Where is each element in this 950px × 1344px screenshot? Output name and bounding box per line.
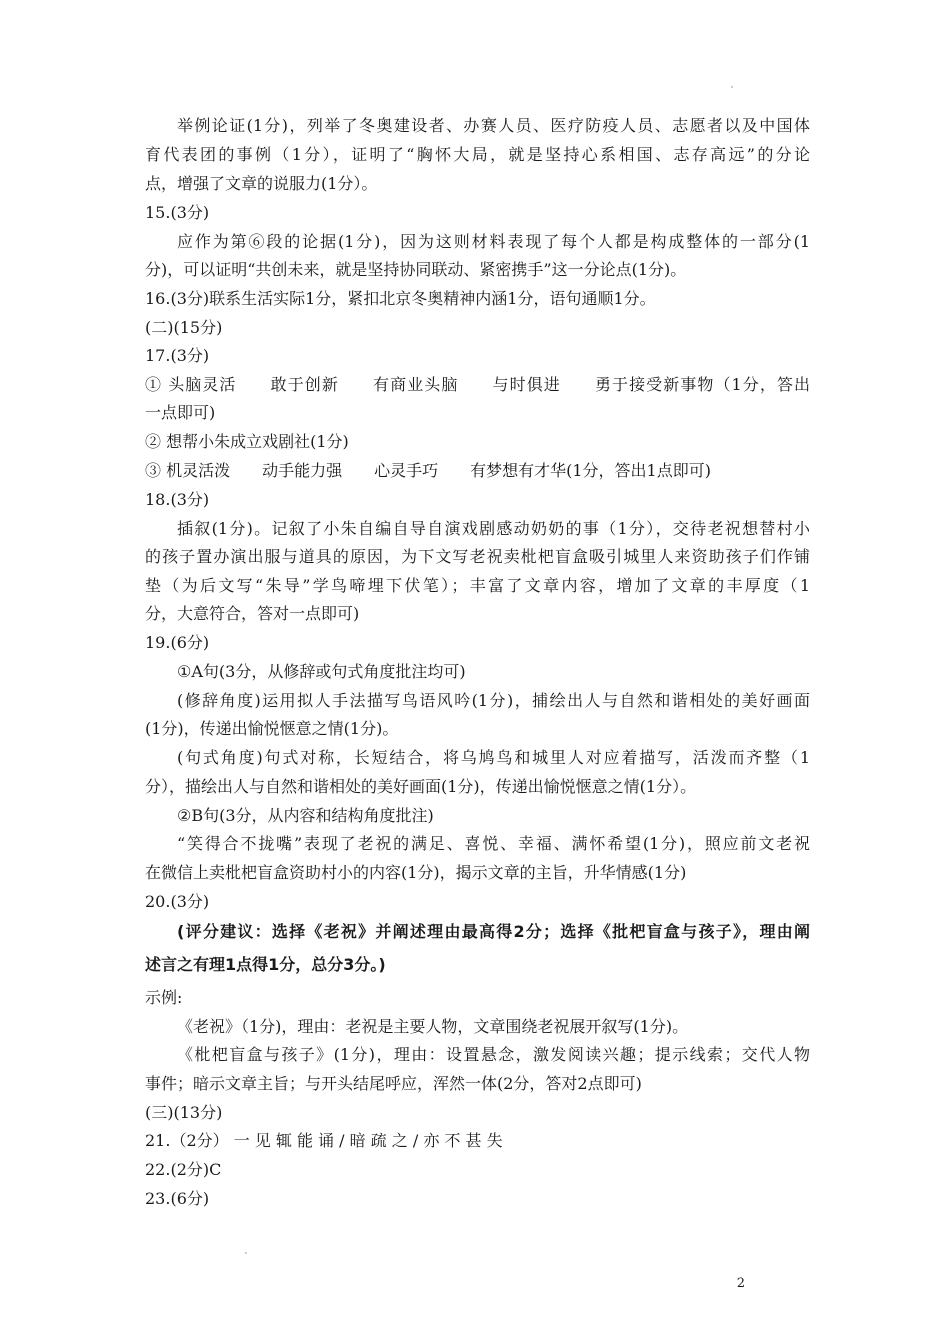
answer-line: ②B句(3分，从内容和结构角度批注) [177,806,434,825]
answer-line: (1分)，传递出愉悦惬意之情(1分)。 [145,719,399,738]
answer-line: 垫（为后文写“朱导”学鸟啼埋下伏笔）；丰富了文章内容，增加了文章的丰厚度（1 [145,576,810,595]
answer-line: 在微信上卖枇杷盲盒资助村小的内容(1分)，揭示文章的主旨，升华情感(1分) [145,863,687,882]
answer-line: 16.(3分)联系生活实际1分，紧扣北京冬奥精神内涵1分，语句通顺1分。 [145,289,656,308]
scoring-note: (评分建议：选择《老祝》并阐述理由最高得2分；选择《批杷盲盒与孩子》，理由阐 [177,922,810,941]
answer-line: (句式角度)句式对称，长短结合，将乌鸠鸟和城里人对应着描写，活泼而齐整（1 [177,748,810,767]
question-number: 17.(3分) [145,346,210,365]
section-heading: (三)(13分) [145,1103,223,1122]
answer-line: ② 想帮小朱成立戏剧社(1分) [145,432,349,451]
answer-line: 事件；暗示文章主旨；与开头结尾呼应，浑然一体(2分，答对2点即可) [145,1074,642,1093]
question-number: 18.(3分) [145,490,210,509]
question-number: 19.(6分) [145,633,210,652]
answer-line: 分)，可以证明“共创未来，就是坚持协同联动、紧密携手”这一分论点(1分)。 [145,260,687,279]
page-number: 2 [736,1276,745,1291]
section-heading: (二)(15分) [145,318,223,337]
scan-speck [731,86,733,88]
answer-line: 育代表团的事例（1分），证明了“胸怀大局，就是坚持心系相国、志存高远”的分论 [145,145,810,164]
answer-line: 插叙(1分)。记叙了小朱自编自导自演戏剧感动奶奶的事（1分），交待老祝想替村小 [177,519,810,538]
answer-line: ③ 机灵活泼 动手能力强 心灵手巧 有梦想有才华(1分，答出1点即可) [145,461,711,480]
answer-line: (修辞角度)运用拟人手法描写鸟语风吟(1分)，捕绘出人与自然和谐相处的美好画面 [177,691,810,710]
answer-line: 一点即可) [145,403,216,422]
answer-line: 分，大意符合，答对一点即可) [145,604,360,623]
question-number: 15.(3分) [145,203,210,222]
scan-speck [245,1252,247,1254]
answer-line: 分），描绘出人与自然和谐相处的美好画面(1分)，传递出愉悦惬意之情(1分）。 [145,777,697,796]
answer-line: 应作为第⑥段的论据(1分)，因为这则材料表现了每个人都是构成整体的一部分(1 [177,232,810,251]
answer-line: 的孩子置办演出服与道具的原因，为下文写老祝卖枇杷盲盒吸引城里人来资助孩子们作铺 [145,547,810,566]
answer-line: 21.（2分） 一 见 辄 能 诵 / 暗 疏 之 / 亦 不 甚 失 [145,1131,503,1150]
question-number: 23.(6分) [145,1189,210,1208]
answer-line: 22.(2分)C [145,1160,222,1179]
answer-line: ①A句(3分，从修辞或句式角度批注均可) [177,662,466,681]
answer-line: 示例: [145,988,183,1007]
answer-line: 点，增强了文章的说服力(1分）。 [145,174,378,193]
answer-line: 举例论证(1分)，列举了冬奥建设者、办赛人员、医疗防疫人员、志愿者以及中国体 [177,116,810,135]
answer-line: 《老祝》（1分)，理由：老祝是主要人物，文章围绕老祝展开叙写(1分)。 [177,1017,689,1036]
question-number: 20.(3分) [145,892,210,911]
answer-line: “笑得合不拢嘴”表现了老祝的满足、喜悦、幸福、满怀希望(1分)，照应前文老祝 [177,834,810,853]
answer-line: ① 头脑灵活 敢于创新 有商业头脑 与时俱进 勇于接受新事物（1分，答出 [145,375,810,394]
scoring-note: 述言之有理1点得1分，总分3分。) [145,955,386,974]
answer-line: 《枇杷盲盒与孩子》(1分)，理由：设置悬念，激发阅读兴趣；提示线索；交代人物 [177,1045,810,1064]
